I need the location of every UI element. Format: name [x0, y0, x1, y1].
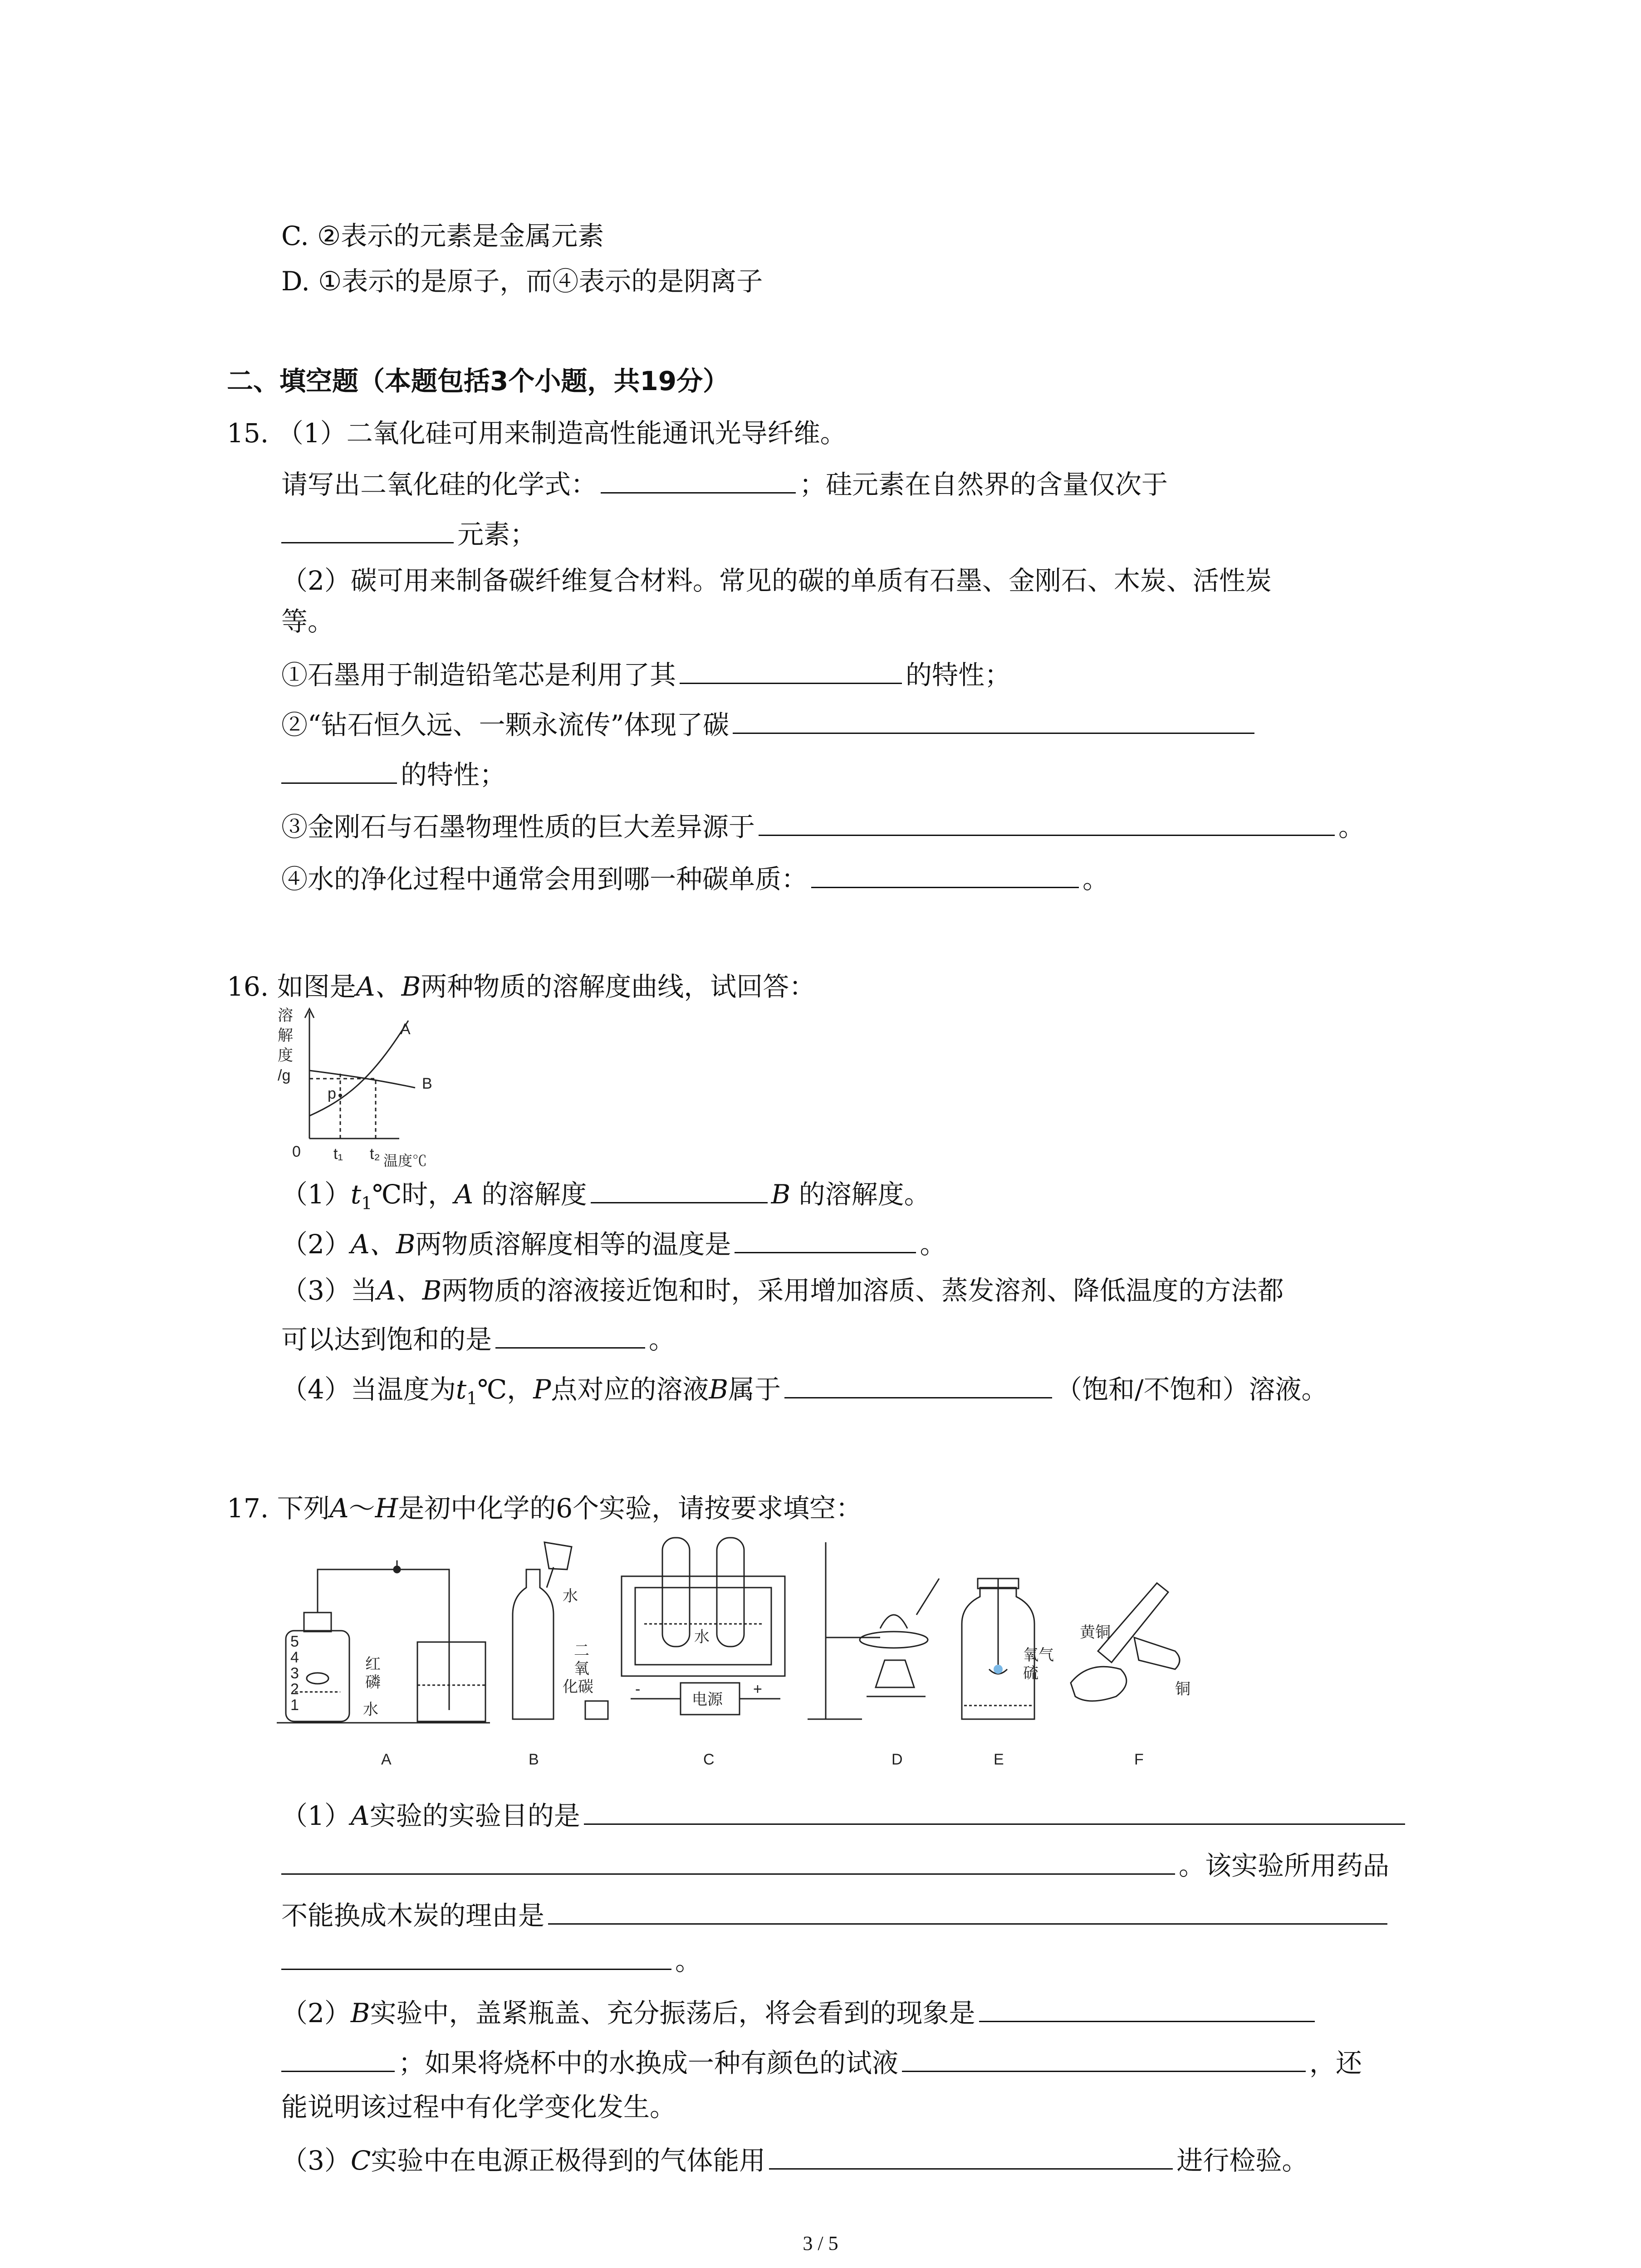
a-phos-label: 磷	[365, 1674, 381, 1691]
q16-a3-line1	[281, 1272, 1283, 1309]
graph-ylabel-2: 解	[278, 1027, 293, 1044]
q17-a2-line2	[281, 2043, 1362, 2081]
answer-blank[interactable]	[281, 1941, 671, 1970]
q16-a1-a: A	[454, 1179, 474, 1210]
q17-number: 17.	[227, 1493, 269, 1524]
b-co2-2: 氧	[574, 1660, 589, 1677]
graph-t1: t₁	[333, 1145, 343, 1163]
a-scale-5: 5	[290, 1633, 299, 1650]
a-scale-3: 3	[290, 1665, 299, 1682]
q17-a3	[281, 2141, 1308, 2179]
fig-label-b: B	[529, 1751, 539, 1768]
q17-a2-text4: ，还	[1309, 2048, 1362, 2078]
answer-blank[interactable]	[680, 655, 902, 684]
a-scale-4: 4	[290, 1649, 299, 1666]
q17-a1-line4	[281, 1941, 701, 1979]
fig-label-e: E	[994, 1751, 1004, 1768]
c-plus-label: +	[753, 1681, 762, 1698]
q16-stem	[227, 968, 815, 1005]
answer-blank[interactable]	[735, 1225, 916, 1253]
q17-a3-text: （3）	[281, 2145, 351, 2176]
graph-origin: 0	[292, 1143, 301, 1160]
q17-a1-line3	[281, 1896, 1391, 1934]
q16-a4-text2: ℃，	[477, 1374, 534, 1405]
apparatus-d	[808, 1542, 939, 1719]
answer-blank[interactable]	[495, 1320, 645, 1349]
q16-a1-text3: 的溶解度	[473, 1179, 587, 1210]
q15-s4-suffix: 。	[1083, 864, 1109, 894]
q17-a2-text3: ；如果将烧杯中的水换成一种有颜色的试液	[398, 2048, 899, 2078]
answer-blank[interactable]	[759, 807, 1335, 836]
q16-a4-text5: （饱和/不饱和）溶液。	[1055, 1374, 1328, 1405]
answer-blank[interactable]	[591, 1175, 768, 1203]
q16-a2-ab: A、B	[350, 1229, 416, 1260]
q16-a3-line2	[281, 1320, 675, 1358]
q15-silicon-prompt: ；硅元素在自然界的含量仅次于	[799, 469, 1168, 500]
q16-a4-text4: 属于	[728, 1374, 781, 1405]
graph-t2: t₂	[370, 1145, 380, 1163]
q15-s2-suffix: 的特性；	[401, 759, 506, 790]
a-scale-2: 2	[290, 1681, 299, 1698]
q16-a1-text2: ℃时，	[372, 1179, 455, 1210]
apparatus-a	[277, 1560, 490, 1723]
q16-a1-text4: 的溶解度。	[790, 1179, 931, 1210]
q15-s1-suffix: 的特性；	[906, 660, 1011, 690]
q17-a1-text5: 。	[675, 1945, 702, 1976]
graph-curve-a-label: A	[400, 1021, 411, 1038]
apparatus-b	[513, 1542, 608, 1719]
q17-stem	[227, 1490, 862, 1526]
answer-blank[interactable]	[281, 1846, 1175, 1875]
q17-a1-line1	[281, 1796, 1409, 1834]
flame-e	[994, 1665, 1003, 1674]
q17-a1-text4: 不能换成木炭的理由是	[281, 1900, 545, 1931]
q16-a3-ab: A、B	[377, 1275, 442, 1306]
b-co2-3: 化碳	[563, 1678, 593, 1696]
q17-stem-1: 下列	[277, 1493, 330, 1524]
graph-ylabel-3: 度	[278, 1047, 293, 1064]
q16-a1-text: （1）	[281, 1179, 351, 1210]
page-number: 3 / 5	[803, 2232, 838, 2254]
answer-blank[interactable]	[548, 1896, 1387, 1925]
q16-a4-b: B	[709, 1374, 728, 1405]
fig-label-c: C	[703, 1751, 715, 1768]
q16-a4-sub: 1	[466, 1388, 478, 1408]
q15-line-2	[281, 465, 1168, 503]
q15-line-3	[281, 515, 536, 552]
q17-a2-text: （2）	[281, 1998, 351, 2028]
q15-formula-prompt: 请写出二氧化硅的化学式：	[281, 469, 598, 500]
q16-a4-text: （4）当温度为	[281, 1374, 456, 1405]
b-water-label: 水	[563, 1588, 578, 1605]
option-c: C. ②表示的元素是金属元素	[281, 220, 604, 251]
graph-point-dot	[338, 1094, 342, 1097]
b-co2-1: 二	[574, 1642, 589, 1659]
graph-curve-a	[309, 1021, 408, 1116]
graph-curve-b-label: B	[422, 1075, 432, 1092]
fig-label-d: D	[892, 1751, 903, 1768]
e-oxygen-label: 氧气	[1023, 1647, 1054, 1664]
experiments-figure	[272, 1533, 1225, 1787]
q16-a1	[281, 1175, 931, 1222]
graph-point-p: p	[328, 1085, 336, 1102]
q17-a1-text2: 实验的实验目的是	[369, 1800, 580, 1831]
q17-stem-4: H	[375, 1493, 398, 1524]
q15-s4-prompt: ④水的净化过程中通常会用到哪一种碳单质：	[281, 864, 808, 894]
q17-stem-5: 是初中化学的6个实验，请按要求填空：	[398, 1493, 862, 1524]
q16-a4-t: t	[456, 1374, 467, 1405]
graph-ylabel-1: 溶	[278, 1007, 293, 1024]
answer-blank[interactable]	[811, 860, 1079, 888]
q15-line-4: （2）碳可用来制备碳纤维复合材料。常见的碳的单质有石墨、金刚石、木炭、活性炭	[281, 565, 1272, 596]
q16-a3-text3: 可以达到饱和的是	[281, 1324, 492, 1355]
q16-a3-text2: 两物质的溶液接近饱和时，采用增加溶质、蒸发溶剂、降低温度的方法都	[441, 1275, 1284, 1306]
answer-blank[interactable]	[601, 465, 796, 494]
q17-stem-2: A	[329, 1493, 349, 1524]
q16-number: 16.	[227, 971, 269, 1002]
q17-a3-text2: 实验中在电源正极得到的气体能用	[371, 2145, 766, 2176]
q15-line-8	[281, 755, 506, 793]
q17-stem-3: ～	[348, 1493, 375, 1524]
q16-stem-text2: 两种物质的溶解度曲线，试回答：	[421, 971, 816, 1002]
q15-s2-prompt: ②“钻石恒久远、一颗永流传”体现了碳	[281, 709, 730, 740]
q17-a3-c: C	[350, 2145, 371, 2176]
q15-line-7	[281, 705, 1258, 743]
apparatus-f	[1071, 1583, 1180, 1701]
q15-line-5: 等。	[281, 606, 334, 637]
q16-a1-b: B	[771, 1179, 791, 1210]
c-water-label: 水	[694, 1628, 710, 1646]
q17-a1-text3: 。该实验所用药品	[1179, 1850, 1390, 1881]
q15-line-1	[227, 415, 847, 451]
q16-a3-text4: 。	[649, 1324, 676, 1355]
q16-a1-sub: 1	[361, 1193, 372, 1213]
q17-a1-line2	[281, 1846, 1389, 1884]
q16-a4-p: P	[533, 1374, 551, 1405]
fig-label-a: A	[381, 1751, 392, 1768]
q15-number: 15.	[227, 418, 269, 449]
q16-a2	[281, 1225, 946, 1262]
q17-a1-a: A	[350, 1800, 370, 1831]
q17-a1-text: （1）	[281, 1800, 351, 1831]
q16-a3-text: （3）当	[281, 1275, 377, 1306]
a-scale-1: 1	[290, 1696, 299, 1714]
section-heading: 二、填空题（本题包括3个小题，共19分）	[227, 366, 730, 396]
fig-label-f: F	[1134, 1751, 1144, 1768]
graph-xlabel: 温度℃	[383, 1153, 427, 1169]
q16-a2-text3: 。	[920, 1229, 946, 1260]
q16-a2-text: （2）	[281, 1229, 351, 1260]
q15-part1-head: （1）二氧化硅可用来制造高性能通讯光导纤维。	[277, 418, 847, 449]
answer-blank[interactable]	[979, 1994, 1315, 2022]
q16-stem-text: 如图是	[277, 971, 356, 1002]
q15-line-10	[281, 860, 1109, 897]
answer-blank[interactable]	[281, 2043, 395, 2072]
f-brass-label: 黄铜	[1080, 1624, 1111, 1641]
q15-s3-prompt: ③金刚石与石墨物理性质的巨大差异源于	[281, 811, 755, 842]
a-water-label: 水	[363, 1701, 378, 1718]
solubility-graph	[277, 1002, 467, 1170]
q17-a2-text2: 实验中，盖紧瓶盖、充分振荡后，将会看到的现象是	[370, 1998, 975, 2028]
q16-a4-text3: 点对应的溶液	[551, 1374, 709, 1405]
q17-a3-text3: 进行检验。	[1176, 2145, 1308, 2176]
q15-line-9	[281, 807, 1365, 845]
answer-blank[interactable]	[784, 1370, 1052, 1398]
option-d: D. ①表示的是原子，而④表示的是阴离子	[281, 266, 763, 297]
graph-ylabel-4: /g	[278, 1067, 291, 1084]
answer-blank[interactable]	[733, 705, 1254, 734]
answer-blank[interactable]	[902, 2043, 1306, 2072]
q15-line-6	[281, 655, 1011, 693]
a-red-label: 红	[365, 1656, 381, 1673]
f-copper-label: 铜	[1175, 1681, 1190, 1698]
q15-s1-prompt: ①石墨用于制造铅笔芯是利用了其	[281, 660, 676, 690]
q16-a1-t: t	[350, 1179, 362, 1210]
q15-s3-suffix: 。	[1338, 811, 1365, 842]
q17-a2-line1	[281, 1994, 1318, 2031]
q15-element-suffix: 元素；	[457, 519, 537, 550]
c-power-label: 电源	[692, 1691, 723, 1708]
answer-blank[interactable]	[281, 515, 454, 543]
answer-blank[interactable]	[281, 755, 397, 784]
answer-blank[interactable]	[769, 2141, 1173, 2170]
q16-stem-ab: A、B	[356, 971, 421, 1002]
q17-a2-line3: 能说明该过程中有化学变化发生。	[281, 2092, 676, 2122]
q16-a2-text2: 两物质溶解度相等的温度是	[415, 1229, 731, 1260]
answer-blank[interactable]	[584, 1796, 1405, 1825]
e-sulfur-label: 硫	[1023, 1665, 1038, 1682]
q17-a2-b: B	[350, 1998, 370, 2028]
c-minus-label: -	[635, 1681, 641, 1698]
q16-a4	[281, 1370, 1328, 1417]
